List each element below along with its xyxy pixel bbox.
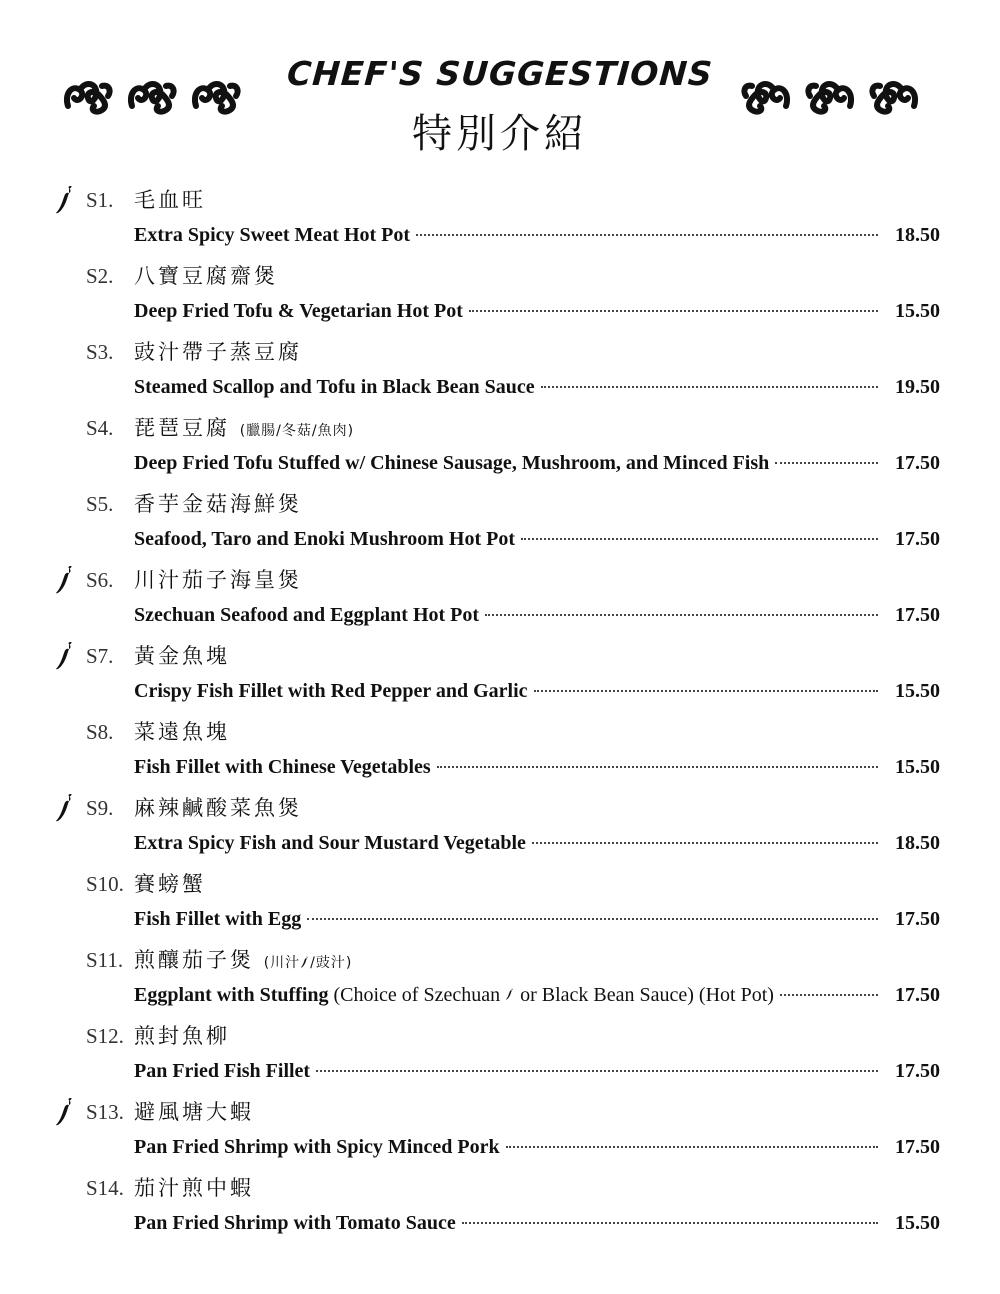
item-price: 15.50 (895, 300, 940, 322)
dot-leader (780, 994, 878, 996)
item-chinese-name (134, 944, 352, 974)
item-chinese-text: 香芋金菇海鮮煲 (134, 492, 302, 516)
dot-leader (532, 842, 878, 844)
chili-pepper-icon (505, 984, 515, 1007)
menu-item (0, 786, 1000, 862)
item-chinese-name (134, 1020, 230, 1050)
menu-item (0, 482, 1000, 558)
item-chinese-name (134, 868, 206, 898)
menu-header (0, 50, 1000, 160)
item-english-line (134, 300, 940, 326)
chili-pepper-icon (300, 955, 310, 973)
swirl-ornament-icon (804, 76, 856, 116)
item-english-name: Deep Fried Tofu & Vegetarian Hot Pot (134, 300, 463, 322)
item-code: S12. (86, 1024, 124, 1048)
item-price: 19.50 (895, 376, 940, 398)
item-price: 15.50 (895, 756, 940, 778)
item-english-line (134, 1060, 940, 1086)
item-chinese-text: 賽螃蟹 (134, 872, 206, 896)
item-english-line (134, 452, 940, 478)
dot-leader (541, 386, 878, 388)
item-chinese-note-text: (臘腸/冬菇/魚肉) (239, 423, 355, 439)
item-price: 18.50 (895, 224, 940, 246)
item-chinese-name (134, 1172, 254, 1202)
item-chinese-name (134, 792, 302, 822)
item-code: S14. (86, 1176, 124, 1200)
item-english-name: Eggplant with Stuffing (134, 984, 329, 1006)
item-price: 15.50 (895, 1212, 940, 1234)
title-chinese: 特別介紹 (412, 111, 588, 157)
menu-item (0, 330, 1000, 406)
item-price: 17.50 (895, 528, 940, 550)
dot-leader (534, 690, 878, 692)
item-code: S1. (86, 188, 114, 212)
dot-leader (521, 538, 878, 540)
item-chinese-name (134, 640, 230, 670)
item-english-line (134, 1136, 940, 1162)
chili-pepper-icon (54, 566, 76, 596)
item-english-line (134, 680, 940, 706)
item-code: S4. (86, 416, 114, 440)
item-english-name: Crispy Fish Fillet with Red Pepper and Garlic (134, 680, 528, 702)
menu-item (0, 558, 1000, 634)
item-english-name: Extra Spicy Sweet Meat Hot Pot (134, 224, 411, 246)
dot-leader (437, 766, 878, 768)
menu-item (0, 1090, 1000, 1166)
item-english-line (134, 908, 940, 934)
item-chinese-text: 煎封魚柳 (134, 1024, 230, 1048)
item-code: S7. (86, 644, 114, 668)
item-english-name: Seafood, Taro and Enoki Mushroom Hot Pot (134, 528, 516, 550)
swirl-ornament-icon (740, 76, 792, 116)
menu-item (0, 1166, 1000, 1242)
item-english-extra: (Choice of Szechuan (333, 984, 501, 1006)
right-ornaments (740, 76, 920, 116)
menu-item (0, 710, 1000, 786)
title-english: CHEF'S SUGGESTIONS (285, 54, 715, 93)
item-code: S9. (86, 796, 114, 820)
item-english-name: Pan Fried Shrimp with Spicy Minced Pork (134, 1136, 500, 1158)
item-code: S3. (86, 340, 114, 364)
item-chinese-name (134, 412, 354, 442)
dot-leader (316, 1070, 878, 1072)
chili-pepper-icon (54, 642, 76, 672)
item-english-line (134, 984, 940, 1010)
item-price: 17.50 (895, 908, 940, 930)
item-english-name: Szechuan Seafood and Eggplant Hot Pot (134, 604, 480, 626)
item-code: S5. (86, 492, 114, 516)
menu-item (0, 938, 1000, 1014)
dot-leader (416, 234, 878, 236)
item-english-line (134, 832, 940, 858)
item-english-line (134, 528, 940, 554)
item-english-name: Extra Spicy Fish and Sour Mustard Vegetable (134, 832, 526, 854)
item-price: 17.50 (895, 984, 940, 1006)
item-chinese-text: 川汁茄子海皇煲 (134, 568, 302, 592)
item-chinese-note-text: (川汁 (263, 955, 301, 971)
item-chinese-text: 八寶豆腐齋煲 (134, 264, 278, 288)
item-chinese-name (134, 260, 278, 290)
item-code: S8. (86, 720, 114, 744)
menu-item (0, 634, 1000, 710)
item-chinese-note (240, 423, 354, 439)
menu-item (0, 1014, 1000, 1090)
item-chinese-text: 避風塘大蝦 (134, 1100, 254, 1124)
item-english-name: Fish Fillet with Chinese Vegetables (134, 756, 431, 778)
item-price: 18.50 (895, 832, 940, 854)
item-chinese-note (264, 955, 353, 971)
item-chinese-note-tail: /豉汁) (310, 955, 353, 971)
item-english-name: Pan Fried Shrimp with Tomato Sauce (134, 1212, 456, 1234)
item-english-line (134, 756, 940, 782)
swirl-ornament-icon (868, 76, 920, 116)
item-chinese-text: 麻辣鹹酸菜魚煲 (134, 796, 302, 820)
chili-pepper-icon (54, 1098, 76, 1128)
item-chinese-name (134, 1096, 254, 1126)
dot-leader (775, 462, 878, 464)
item-english-name: Fish Fillet with Egg (134, 908, 302, 930)
item-price: 17.50 (895, 1136, 940, 1158)
chili-pepper-icon (54, 794, 76, 824)
menu-item (0, 862, 1000, 938)
item-chinese-text: 煎釀茄子煲 (134, 948, 254, 972)
item-english-name: Pan Fried Fish Fillet (134, 1060, 311, 1082)
item-chinese-text: 黃金魚塊 (134, 644, 230, 668)
item-price: 17.50 (895, 604, 940, 626)
item-english-extra-tail: or Black Bean Sauce) (Hot Pot) (520, 984, 774, 1006)
item-code: S6. (86, 568, 114, 592)
menu-item (0, 254, 1000, 330)
item-english-line (134, 1212, 940, 1238)
item-english-line (134, 604, 940, 630)
item-english-line (134, 224, 940, 250)
dot-leader (485, 614, 878, 616)
item-chinese-text: 菜遠魚塊 (134, 720, 230, 744)
item-price: 17.50 (895, 452, 940, 474)
item-chinese-text: 豉汁帶子蒸豆腐 (134, 340, 302, 364)
item-code: S10. (86, 872, 124, 896)
menu-item (0, 406, 1000, 482)
dot-leader (469, 310, 878, 312)
item-chinese-name (134, 716, 230, 746)
item-chinese-name (134, 336, 302, 366)
dot-leader (307, 918, 878, 920)
item-english-name: Deep Fried Tofu Stuffed w/ Chinese Sausage, Mushroom, and Minced Fish (134, 452, 770, 474)
item-chinese-name (134, 184, 206, 214)
item-chinese-name (134, 488, 302, 518)
item-english-line (134, 376, 940, 402)
item-chinese-name (134, 564, 302, 594)
item-code: S2. (86, 264, 114, 288)
item-price: 17.50 (895, 1060, 940, 1082)
item-english-name: Steamed Scallop and Tofu in Black Bean Sauce (134, 376, 535, 398)
item-chinese-text: 琵琶豆腐 (134, 416, 230, 440)
chili-pepper-icon (54, 186, 76, 216)
menu-list (0, 178, 1000, 1242)
item-price: 15.50 (895, 680, 940, 702)
item-chinese-text: 茄汁煎中蝦 (134, 1176, 254, 1200)
menu-item (0, 178, 1000, 254)
item-chinese-text: 毛血旺 (134, 188, 206, 212)
dot-leader (462, 1222, 878, 1224)
item-code: S13. (86, 1100, 124, 1124)
item-code: S11. (86, 948, 124, 972)
dot-leader (506, 1146, 878, 1148)
